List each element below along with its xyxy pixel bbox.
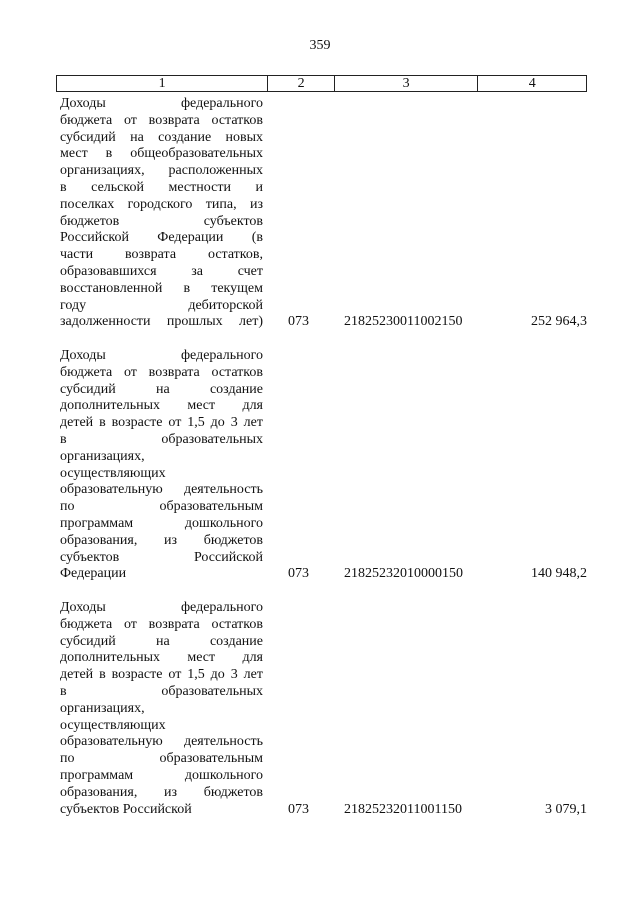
description-line: бюджета от возврата остатков [60,616,263,632]
description-line: субсидий на создание новых [60,129,263,145]
description-line: организациях, [60,448,145,464]
description-line: дополнительных мест для [60,398,263,414]
row-budget-code: 21825232010000150 [344,566,463,582]
header-col-3: 3 [335,76,478,91]
table-row [60,600,587,818]
description-line: осуществляющих [60,465,166,481]
description-line: образовательную деятельность [60,482,263,498]
description-line: бюджетов субъектов [60,213,263,229]
row-description [60,96,263,331]
row-description [60,600,263,818]
header-col-4: 4 [528,76,536,91]
row-budget-code: 21825230011002150 [344,314,463,330]
description-line: Доходы федерального [60,348,263,363]
description-line: бюджета от возврата остатков [60,364,263,380]
header-col-2: 2 [268,76,335,91]
page-number: 359 [309,38,331,53]
row-description [60,348,263,583]
description-line: бюджета от возврата остатков [60,112,263,128]
description-line: дополнительных мест для [60,650,263,666]
description-line: образовавшихся за счет [60,263,263,279]
row-amount: 3 079,1 [545,801,587,817]
description-line: субъектов Российской [60,801,192,817]
description-line: детей в возрасте от 1,5 до 3 лет [60,667,263,683]
description-line: детей в возрасте от 1,5 до 3 лет [60,415,263,431]
description-line: году дебиторской [60,297,263,313]
description-line: мест в общеобразовательных [60,146,263,162]
description-line: программам дошкольного [60,767,263,783]
row-budget-code: 21825232011001150 [344,801,462,817]
description-line: образования, из бюджетов [60,784,263,800]
row-admin-code: 073 [288,314,309,330]
description-line: программам дошкольного [60,515,263,531]
description-line: организациях, [60,700,145,716]
description-line: восстановленной в текущем [60,280,263,296]
row-amount: 252 964,3 [531,314,587,330]
description-line: субсидий на создание [60,633,263,649]
description-line: в образовательных [60,431,263,447]
description-line: субъектов Российской [60,549,263,565]
description-line: по образовательным [60,751,263,767]
description-line: осуществляющих [60,717,166,733]
description-line: организациях, расположенных [60,163,263,179]
description-line: образования, из бюджетов [60,532,263,548]
table-row [60,348,587,583]
description-line: субсидий на создание [60,381,263,397]
description-line: Доходы федерального [60,96,263,111]
table-header [56,75,587,92]
table-row [60,96,587,331]
description-line: Доходы федерального [60,600,263,615]
description-line: части возврата остатков, [60,247,263,263]
row-amount: 140 948,2 [531,566,587,582]
row-admin-code: 073 [288,566,309,582]
description-line: образовательную деятельность [60,734,263,750]
description-line: Российской Федерации (в [60,230,263,246]
description-line: в образовательных [60,683,263,699]
description-line: в сельской местности и [60,179,263,195]
description-line: Федерации [60,566,127,582]
row-admin-code: 073 [288,801,309,817]
description-line: задолженности прошлых лет) [60,314,263,330]
description-line: поселках городского типа, из [60,196,263,212]
description-line: по образовательным [60,499,263,515]
header-col-1: 1 [57,76,268,91]
